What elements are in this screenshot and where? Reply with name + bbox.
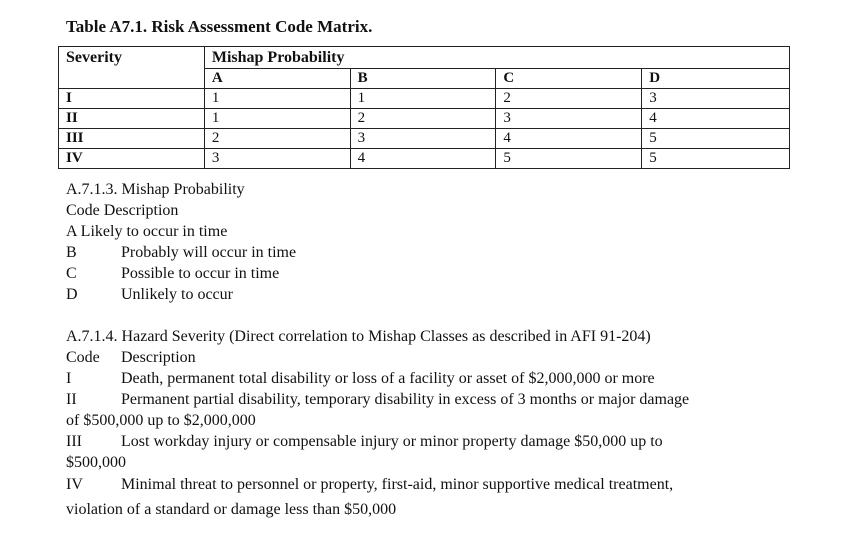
matrix-cell: 4 [496,129,642,149]
matrix-cell: 5 [642,149,790,169]
matrix-cell: 1 [350,89,496,109]
severity-cell: III [59,129,205,149]
severity-item-iv-continuation: violation of a standard or damage less than $50,000 [66,501,397,518]
column-header-d: D [642,69,790,89]
risk-assessment-matrix [58,46,790,169]
probability-description: Probably will occur in time [121,244,297,261]
probability-heading: A.7.1.3. Mishap Probability [66,181,245,198]
probability-subheading: Code Description [66,202,179,219]
matrix-header-row [59,47,790,69]
matrix-cell: 3 [496,109,642,129]
probability-code: B [66,244,77,261]
matrix-cell: 5 [496,149,642,169]
probability-description: Possible to occur in time [121,265,280,282]
severity-item-ii-continuation: of $500,000 up to $2,000,000 [66,412,256,429]
severity-column-header: Severity [59,47,205,69]
matrix-cell: 1 [204,109,350,129]
severity-heading: A.7.1.4. Hazard Severity (Direct correlation to Mishap Classes as described in AFI 91-204) [66,328,651,345]
probability-code: C [66,265,77,282]
column-header-c: C [496,69,642,89]
column-header-a: A [204,69,350,89]
mishap-probability-header: Mishap Probability [204,47,789,69]
table-title: Table A7.1. Risk Assessment Code Matrix. [66,17,373,36]
severity-cell: II [59,109,205,129]
severity-code-label: Code [66,349,100,366]
matrix-cell: 1 [204,89,350,109]
table-row [59,89,790,109]
matrix-cell: 5 [642,129,790,149]
probability-item-a: A Likely to occur in time [66,223,228,240]
severity-item-iii-continuation: $500,000 [66,454,126,471]
table-row [59,129,790,149]
severity-description: Permanent partial disability, temporary disability in excess of 3 months or major damage [121,391,690,408]
column-header-b: B [350,69,496,89]
table-row [59,149,790,169]
table-row [59,109,790,129]
severity-code: II [66,391,77,408]
matrix-cell: 2 [204,129,350,149]
matrix-cell: 2 [350,109,496,129]
matrix-cell: 4 [642,109,790,129]
severity-code: IV [66,476,83,493]
matrix-cell: 2 [496,89,642,109]
severity-cell: I [59,89,205,109]
matrix-cell: 3 [642,89,790,109]
severity-code: I [66,370,72,387]
probability-code: D [66,286,78,303]
blank-cell [59,69,205,89]
matrix-cell: 3 [204,149,350,169]
probability-description: Unlikely to occur [121,286,233,303]
matrix-cell: 4 [350,149,496,169]
severity-description: Death, permanent total disability or loss of a facility or asset of $2,000,000 or more [121,370,655,387]
severity-code: III [66,433,82,450]
probability-codes-row [59,69,790,89]
severity-description: Lost workday injury or compensable injury or minor property damage $50,000 up to [121,433,663,450]
severity-cell: IV [59,149,205,169]
severity-description: Minimal threat to personnel or property, first-aid, minor supportive medical treatment, [121,476,674,493]
matrix-cell: 3 [350,129,496,149]
severity-description-label: Description [121,349,196,366]
